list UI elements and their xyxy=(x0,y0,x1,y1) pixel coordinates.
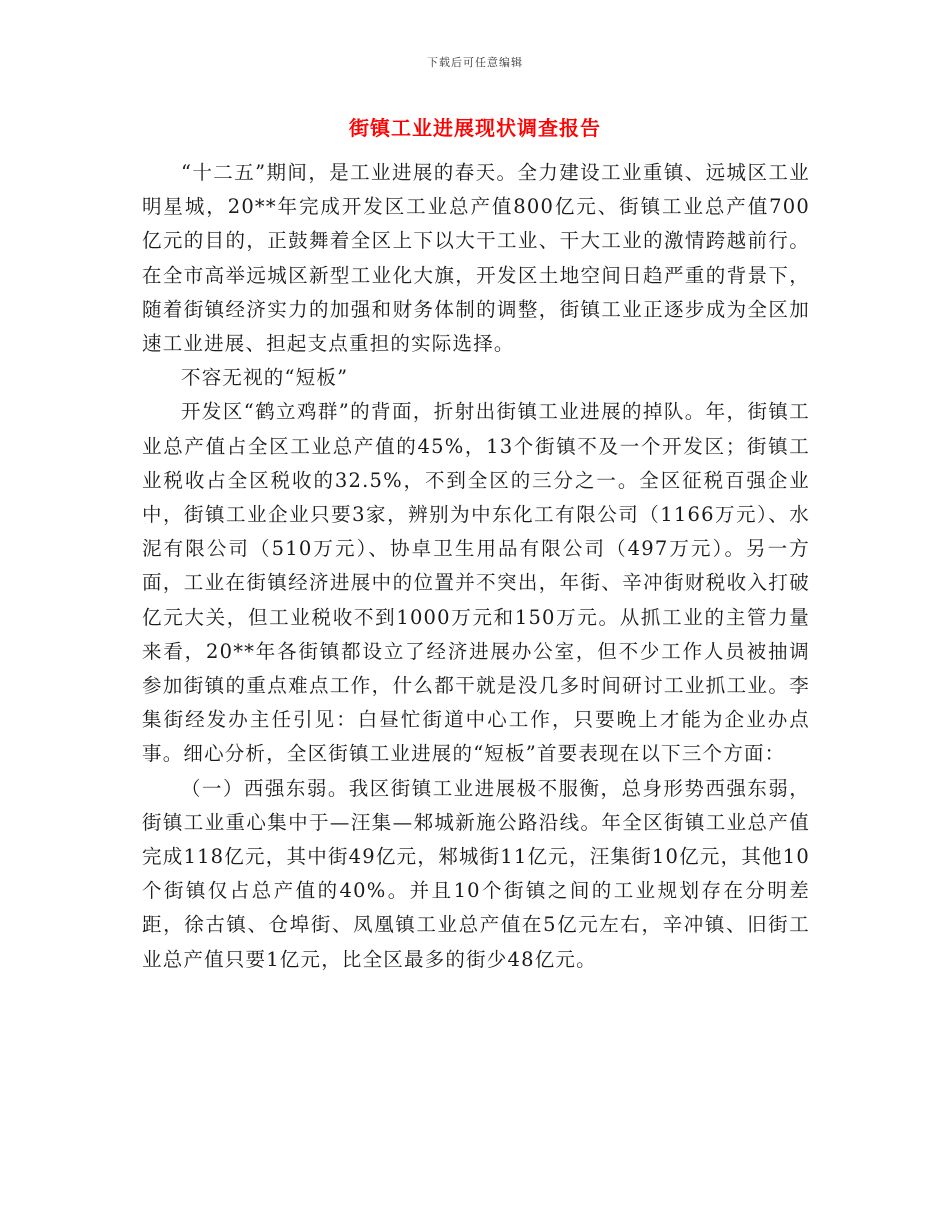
document-body xyxy=(142,156,810,977)
header-note: 下载后可任意编辑 xyxy=(427,56,523,69)
paragraph-intro: “十二五”期间，是工业进展的春天。全力建设工业重镇、远城区工业明星城，20**年完成开发区工业总产值800亿元、街镇工业总产值700亿元的目的，正鼓舞着全区上下以大干工业、干大工业的激情跨越前行。在全市高举远城区新型工业化大旗，开发区土地空间日趋严重的背景下，随着街镇经济实力的加强和财务体制的调整，街镇工业正逐步成为全区加速工业进展、担起支点重担的实际选择。 xyxy=(142,161,810,356)
section-heading-short-board: 不容无视的“短板” xyxy=(181,366,349,390)
paragraph-west-strong-east-weak: （一）西强东弱。我区街镇工业进展极不服衡，总身形势西强东弱，街镇工业重心集中于—汪集—邾城新施公路沿线。年全区街镇工业总产值完成118亿元，其中街49亿元，邾城街11亿元，汪集街10亿元，其他10个街镇仅占总产值的40%。并且10个街镇之间的工业规划存在分明差距，徐古镇、仓埠街、凤凰镇工业总产值在5亿元左右，辛冲镇、旧街工业总产值只要1亿元，比全区最多的街少48亿元。 xyxy=(142,776,810,971)
paragraph-short-board: 开发区“鹤立鸡群”的背面，折射出街镇工业进展的掉队。年，街镇工业总产值占全区工业总产值的45%，13个街镇不及一个开发区；街镇工业税收占全区税收的32.5%，不到全区的三分之一。全区征税百强企业中，街镇工业企业只要3家，辨别为中东化工有限公司（1166万元）、水泥有限公司（510万元）、协卓卫生用品有限公司（497万元）。另一方面，工业在街镇经济进展中的位置并不突出，年街、辛冲街财税收入打破亿元大关，但工业税收不到1000万元和150万元。从抓工业的主管力量来看，20**年各街镇都设立了经济进展办公室，但不少工作人员被抽调参加街镇的重点难点工作，什么都干就是没几多时间研讨工业抓工业。李集街经发办主任引见：白昼忙街道中心工作，只要晚上才能为企业办点事。细心分析，全区街镇工业进展的“短板”首要表现在以下三个方面： xyxy=(142,400,810,766)
document-title: 街镇工业进展现状调查报告 xyxy=(349,116,601,140)
